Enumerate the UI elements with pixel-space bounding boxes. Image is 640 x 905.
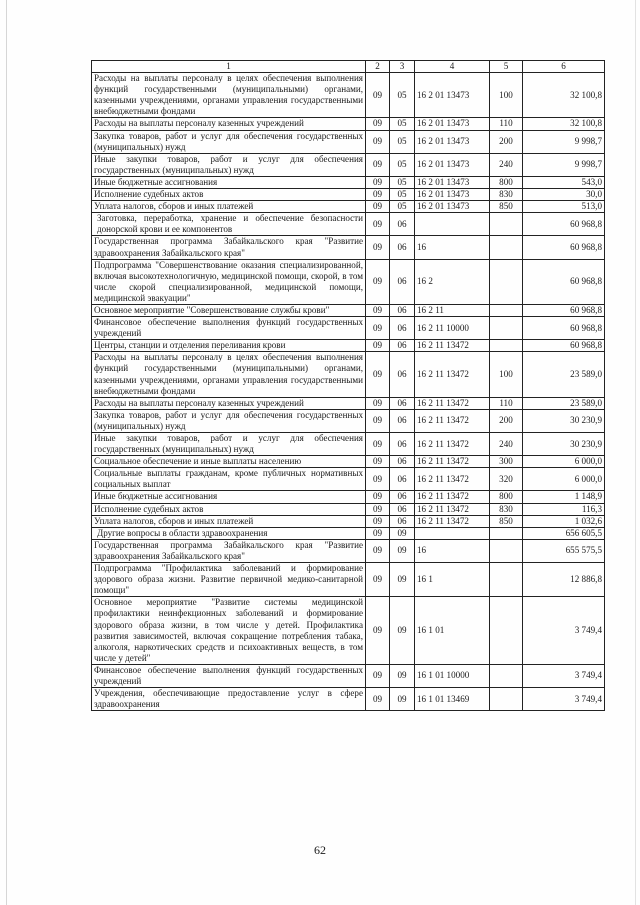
row-name-cell: Заготовка, переработка, хранение и обеспечение безопасности донорской крови и ее компонентов	[92, 213, 366, 236]
row-subsection-cell: 09	[390, 527, 415, 539]
row-name-cell: Подпрограмма "Профилактика заболеваний и формирование здорового образа жизни. Развитие первичной медико-санитарной помощи"	[92, 563, 366, 597]
row-target-item-cell: 16 2 01 13473	[415, 118, 490, 130]
table-row	[92, 456, 605, 468]
row-name-cell: Расходы на выплаты персоналу в целях обеспечения выполнения функций государственными (муниципальными) органами, казенными учреждениями, органами управления государственными внебюджетными фондами	[92, 352, 366, 397]
row-section-cell: 09	[366, 352, 390, 397]
column-header-expense-type: 5	[490, 61, 523, 73]
row-name-cell: Иные закупки товаров, работ и услуг для обеспечения государственных (муниципальных) нужд	[92, 153, 366, 176]
row-target-item-cell: 16 2 11	[415, 304, 490, 316]
row-target-item-cell: 16	[415, 539, 490, 562]
row-target-item-cell: 16 2	[415, 259, 490, 304]
row-subsection-cell: 06	[390, 503, 415, 515]
row-subsection-cell: 06	[390, 397, 415, 409]
row-section-cell: 09	[366, 664, 390, 687]
row-expense-type-cell	[490, 259, 523, 304]
row-subsection-cell: 09	[390, 664, 415, 687]
row-amount-cell: 6 000,0	[523, 468, 605, 491]
row-section-cell: 09	[366, 527, 390, 539]
table-row	[92, 597, 605, 665]
row-amount-cell: 23 589,0	[523, 352, 605, 397]
row-expense-type-cell: 200	[490, 409, 523, 432]
row-target-item-cell: 16 2 01 13473	[415, 201, 490, 213]
row-amount-cell: 3 749,4	[523, 688, 605, 711]
row-section-cell: 09	[366, 491, 390, 503]
row-section-cell: 09	[366, 73, 390, 118]
table-row	[92, 688, 605, 711]
table-row	[92, 539, 605, 562]
table-row	[92, 73, 605, 118]
row-section-cell: 09	[366, 468, 390, 491]
row-section-cell: 09	[366, 153, 390, 176]
row-section-cell: 09	[366, 189, 390, 201]
table-row	[92, 213, 605, 236]
row-subsection-cell: 05	[390, 118, 415, 130]
row-expense-type-cell: 240	[490, 433, 523, 456]
table-row	[92, 527, 605, 539]
row-expense-type-cell: 800	[490, 491, 523, 503]
row-name-cell: Социальное обеспечение и иные выплаты населению	[92, 456, 366, 468]
row-target-item-cell: 16 1 01	[415, 597, 490, 665]
row-target-item-cell: 16 2 11 13472	[415, 456, 490, 468]
row-name-cell: Расходы на выплаты персоналу казенных учреждений	[92, 397, 366, 409]
row-name-cell: Закупка товаров, работ и услуг для обеспечения государственных (муниципальных) нужд	[92, 130, 366, 153]
table-row	[92, 664, 605, 687]
row-target-item-cell: 16 2 11 13472	[415, 503, 490, 515]
table-row	[92, 189, 605, 201]
row-amount-cell: 9 998,7	[523, 130, 605, 153]
row-amount-cell: 12 886,8	[523, 563, 605, 597]
column-header-section: 2	[366, 61, 390, 73]
row-subsection-cell: 06	[390, 409, 415, 432]
row-name-cell: Исполнение судебных актов	[92, 189, 366, 201]
row-amount-cell: 30,0	[523, 189, 605, 201]
table-row	[92, 304, 605, 316]
row-name-cell: Социальные выплаты гражданам, кроме публичных нормативных социальных выплат	[92, 468, 366, 491]
row-target-item-cell: 16 2 11 13472	[415, 340, 490, 352]
row-expense-type-cell	[490, 340, 523, 352]
row-name-cell: Закупка товаров, работ и услуг для обеспечения государственных (муниципальных) нужд	[92, 409, 366, 432]
row-subsection-cell: 05	[390, 176, 415, 188]
row-expense-type-cell: 200	[490, 130, 523, 153]
row-target-item-cell: 16 1 01 13469	[415, 688, 490, 711]
table-row	[92, 352, 605, 397]
table-row	[92, 259, 605, 304]
row-target-item-cell: 16 2 11 13472	[415, 352, 490, 397]
row-amount-cell: 32 100,8	[523, 118, 605, 130]
row-expense-type-cell: 850	[490, 201, 523, 213]
row-expense-type-cell: 240	[490, 153, 523, 176]
row-amount-cell: 3 749,4	[523, 597, 605, 665]
row-name-cell: Другие вопросы в области здравоохранения	[92, 527, 366, 539]
row-amount-cell: 60 968,8	[523, 213, 605, 236]
row-section-cell: 09	[366, 176, 390, 188]
row-expense-type-cell	[490, 304, 523, 316]
table-row	[92, 397, 605, 409]
page-number: 62	[314, 843, 326, 857]
row-section-cell: 09	[366, 456, 390, 468]
row-name-cell: Учреждения, обеспечивающие предоставление услуг в сфере здравоохранения	[92, 688, 366, 711]
row-expense-type-cell: 800	[490, 176, 523, 188]
row-subsection-cell: 09	[390, 597, 415, 665]
row-expense-type-cell: 320	[490, 468, 523, 491]
row-target-item-cell: 16 2 01 13473	[415, 153, 490, 176]
row-expense-type-cell: 110	[490, 118, 523, 130]
row-target-item-cell: 16 2 11 13472	[415, 397, 490, 409]
row-target-item-cell: 16 2 11 13472	[415, 409, 490, 432]
row-target-item-cell: 16	[415, 236, 490, 259]
row-subsection-cell: 09	[390, 539, 415, 562]
row-section-cell: 09	[366, 236, 390, 259]
row-target-item-cell: 16 2 01 13473	[415, 130, 490, 153]
header-row	[92, 61, 605, 73]
row-expense-type-cell	[490, 563, 523, 597]
row-subsection-cell: 09	[390, 688, 415, 711]
row-amount-cell: 30 230,9	[523, 409, 605, 432]
row-name-cell: Иные закупки товаров, работ и услуг для обеспечения государственных (муниципальных) нужд	[92, 433, 366, 456]
row-target-item-cell: 16 1	[415, 563, 490, 597]
table-header	[92, 61, 605, 73]
row-amount-cell: 9 998,7	[523, 153, 605, 176]
row-expense-type-cell	[490, 539, 523, 562]
row-subsection-cell: 05	[390, 201, 415, 213]
row-amount-cell: 656 605,5	[523, 527, 605, 539]
table-row	[92, 409, 605, 432]
row-section-cell: 09	[366, 397, 390, 409]
row-expense-type-cell: 850	[490, 515, 523, 527]
row-subsection-cell: 06	[390, 515, 415, 527]
row-name-cell: Иные бюджетные ассигнования	[92, 491, 366, 503]
row-expense-type-cell: 830	[490, 503, 523, 515]
row-section-cell: 09	[366, 118, 390, 130]
table-row	[92, 317, 605, 340]
row-name-cell: Финансовое обеспечение выполнения функций государственных учреждений	[92, 664, 366, 687]
row-name-cell: Исполнение судебных актов	[92, 503, 366, 515]
row-expense-type-cell	[490, 664, 523, 687]
row-amount-cell: 60 968,8	[523, 317, 605, 340]
row-target-item-cell: 16 1 01 10000	[415, 664, 490, 687]
table-row	[92, 340, 605, 352]
row-target-item-cell	[415, 527, 490, 539]
row-subsection-cell: 06	[390, 304, 415, 316]
table-row	[92, 176, 605, 188]
row-target-item-cell: 16 2 01 13473	[415, 73, 490, 118]
table-row	[92, 433, 605, 456]
table-row	[92, 118, 605, 130]
row-name-cell: Государственная программа Забайкальского края "Развитие здравоохранения Забайкальского края"	[92, 539, 366, 562]
row-amount-cell: 543,0	[523, 176, 605, 188]
row-subsection-cell: 06	[390, 259, 415, 304]
row-subsection-cell: 05	[390, 153, 415, 176]
row-name-cell: Уплата налогов, сборов и иных платежей	[92, 515, 366, 527]
row-name-cell: Государственная программа Забайкальского края "Развитие здравоохранения Забайкальского края"	[92, 236, 366, 259]
row-subsection-cell: 06	[390, 352, 415, 397]
table-row	[92, 563, 605, 597]
row-expense-type-cell	[490, 317, 523, 340]
row-name-cell: Центры, станции и отделения переливания крови	[92, 340, 366, 352]
row-amount-cell: 655 575,5	[523, 539, 605, 562]
row-section-cell: 09	[366, 213, 390, 236]
row-subsection-cell: 05	[390, 130, 415, 153]
row-target-item-cell	[415, 213, 490, 236]
row-target-item-cell: 16 2 11 13472	[415, 433, 490, 456]
row-section-cell: 09	[366, 515, 390, 527]
row-target-item-cell: 16 2 11 13472	[415, 491, 490, 503]
row-amount-cell: 3 749,4	[523, 664, 605, 687]
row-expense-type-cell	[490, 213, 523, 236]
column-header-amount: 6	[523, 61, 605, 73]
row-amount-cell: 60 968,8	[523, 259, 605, 304]
row-amount-cell: 116,3	[523, 503, 605, 515]
row-expense-type-cell	[490, 236, 523, 259]
row-amount-cell: 1 032,6	[523, 515, 605, 527]
row-expense-type-cell: 110	[490, 397, 523, 409]
row-section-cell: 09	[366, 597, 390, 665]
row-section-cell: 09	[366, 340, 390, 352]
row-amount-cell: 32 100,8	[523, 73, 605, 118]
row-amount-cell: 23 589,0	[523, 397, 605, 409]
page-edge-right	[635, 0, 636, 905]
row-name-cell: Расходы на выплаты персоналу казенных учреждений	[92, 118, 366, 130]
row-section-cell: 09	[366, 433, 390, 456]
row-expense-type-cell	[490, 527, 523, 539]
row-subsection-cell: 05	[390, 73, 415, 118]
row-subsection-cell: 06	[390, 456, 415, 468]
row-subsection-cell: 06	[390, 468, 415, 491]
row-target-item-cell: 16 2 11 10000	[415, 317, 490, 340]
row-amount-cell: 1 148,9	[523, 491, 605, 503]
row-section-cell: 09	[366, 539, 390, 562]
table-row	[92, 503, 605, 515]
table-body	[92, 73, 605, 711]
row-section-cell: 09	[366, 304, 390, 316]
row-name-cell: Уплата налогов, сборов и иных платежей	[92, 201, 366, 213]
table-row	[92, 515, 605, 527]
row-target-item-cell: 16 2 01 13473	[415, 176, 490, 188]
row-expense-type-cell: 830	[490, 189, 523, 201]
table-row	[92, 236, 605, 259]
table-row	[92, 491, 605, 503]
row-subsection-cell: 06	[390, 491, 415, 503]
row-name-cell: Подпрограмма "Совершенствование оказания специализированной, включая высокотехнологичную, медицинской помощи, скорой, в том числе скорой специализированной, медицинской помощи, медицинской эвакуации"	[92, 259, 366, 304]
row-target-item-cell: 16 2 11 13472	[415, 515, 490, 527]
row-amount-cell: 60 968,8	[523, 236, 605, 259]
row-expense-type-cell	[490, 688, 523, 711]
row-name-cell: Финансовое обеспечение выполнения функций государственных учреждений	[92, 317, 366, 340]
row-section-cell: 09	[366, 409, 390, 432]
row-amount-cell: 513,0	[523, 201, 605, 213]
row-section-cell: 09	[366, 563, 390, 597]
row-section-cell: 09	[366, 201, 390, 213]
row-subsection-cell: 06	[390, 317, 415, 340]
table-row	[92, 130, 605, 153]
budget-table	[91, 60, 605, 711]
column-header-name: 1	[92, 61, 366, 73]
row-amount-cell: 60 968,8	[523, 340, 605, 352]
column-header-target-item: 4	[415, 61, 490, 73]
row-subsection-cell: 06	[390, 433, 415, 456]
row-subsection-cell: 06	[390, 340, 415, 352]
row-expense-type-cell	[490, 597, 523, 665]
table-row	[92, 201, 605, 213]
row-subsection-cell: 06	[390, 236, 415, 259]
row-subsection-cell: 09	[390, 563, 415, 597]
row-amount-cell: 30 230,9	[523, 433, 605, 456]
row-name-cell: Основное мероприятие "Развитие системы медицинской профилактики неинфекционных заболеваний и формирование здорового образа жизни, в том числе у детей. Профилактика развития зависимостей, включая сокращение потребления табака, алкоголя, наркотических средств и психоактивных веществ, в том числе у детей"	[92, 597, 366, 665]
table-row	[92, 153, 605, 176]
row-amount-cell: 6 000,0	[523, 456, 605, 468]
row-subsection-cell: 05	[390, 189, 415, 201]
row-section-cell: 09	[366, 259, 390, 304]
row-section-cell: 09	[366, 317, 390, 340]
row-section-cell: 09	[366, 130, 390, 153]
row-subsection-cell: 06	[390, 213, 415, 236]
row-target-item-cell: 16 2 01 13473	[415, 189, 490, 201]
row-name-cell: Иные бюджетные ассигнования	[92, 176, 366, 188]
row-section-cell: 09	[366, 503, 390, 515]
table-row	[92, 468, 605, 491]
row-amount-cell: 60 968,8	[523, 304, 605, 316]
row-section-cell: 09	[366, 688, 390, 711]
row-expense-type-cell: 300	[490, 456, 523, 468]
row-expense-type-cell: 100	[490, 352, 523, 397]
page-edge-left	[6, 0, 7, 905]
row-name-cell: Расходы на выплаты персоналу в целях обеспечения выполнения функций государственными (муниципальными) органами, казенными учреждениями, органами управления государственными внебюджетными фондами	[92, 73, 366, 118]
row-expense-type-cell: 100	[490, 73, 523, 118]
row-name-cell: Основное мероприятие "Совершенствование службы крови"	[92, 304, 366, 316]
column-header-subsection: 3	[390, 61, 415, 73]
row-target-item-cell: 16 2 11 13472	[415, 468, 490, 491]
